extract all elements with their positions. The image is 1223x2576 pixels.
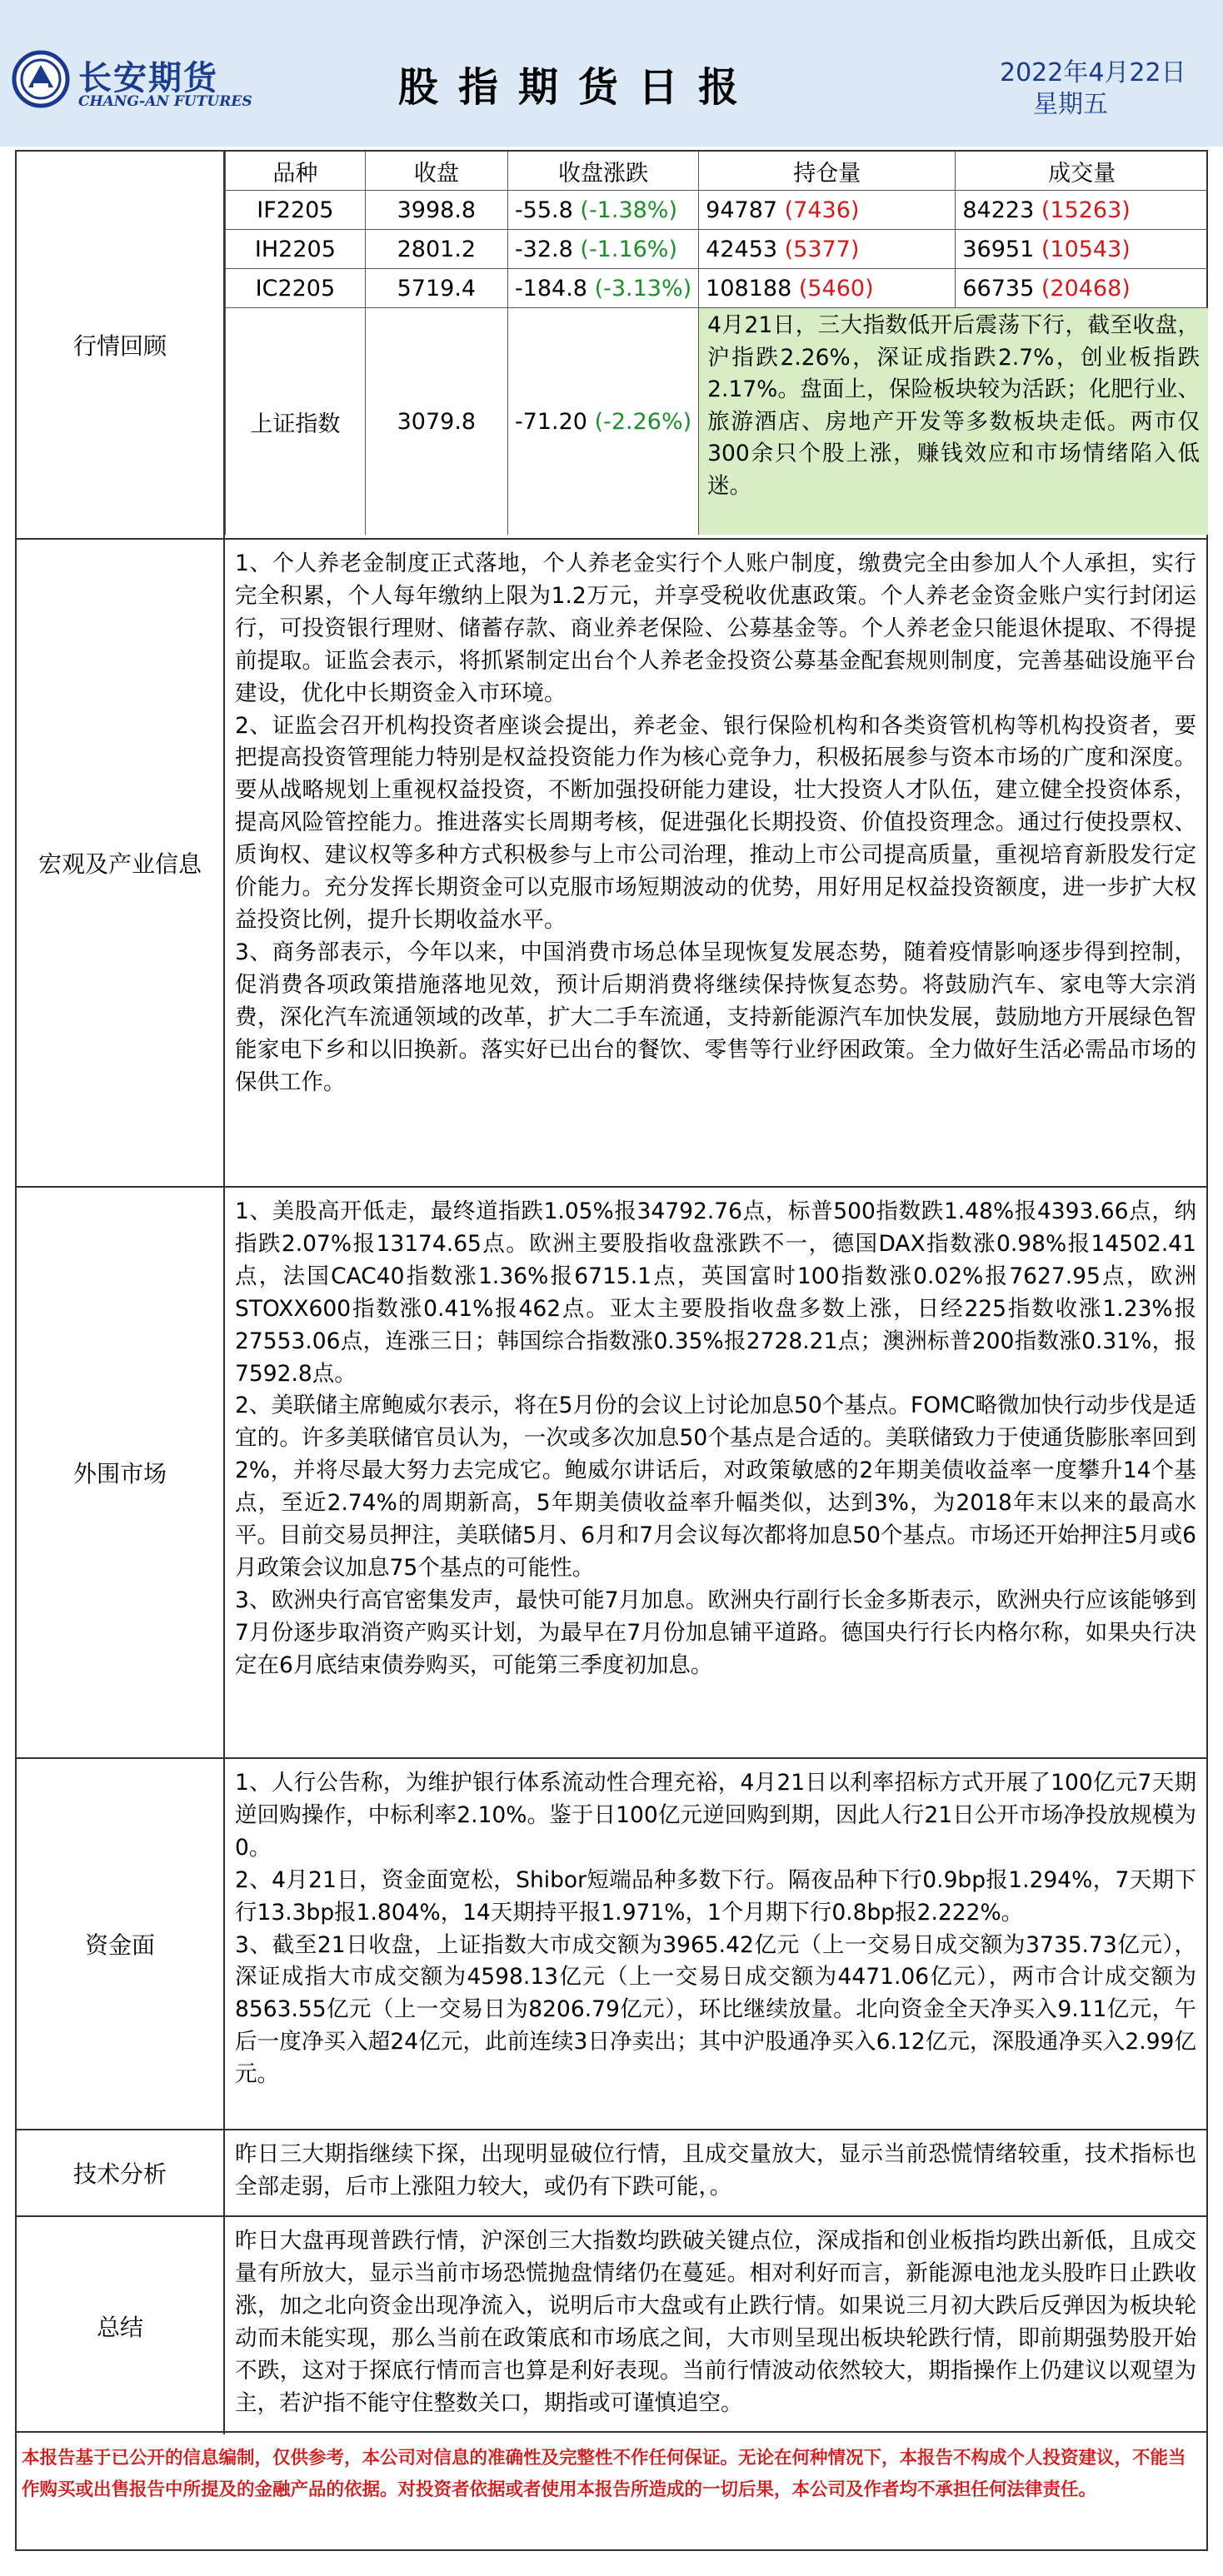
market-summary: 4月21日，三大指数低开后震荡下行，截至收盘，沪指跌2.26%，深证成指跌2.7%，创业板指跌2.17%。盘面上，保险板块较为活跃；化肥行业、旅游酒店、房地产开发等多数板块走低。两市仅300余只个股上涨，赚钱效应和市场情绪陷入低迷。 [699,308,1208,536]
change-percent: (-1.38%) [580,197,677,223]
paragraph: 1、人行公告称，为维护银行体系流动性合理充裕，4月21日以利率招标方式开展了100亿元7天期逆回购操作，中标利率2.10%。鉴于日100亿元逆回购到期，因此人行21日公开市场净投放规模为0。 [235,1770,1196,1861]
column-header: 收盘涨跌 [507,152,698,191]
index-name: 上证指数 [226,308,366,536]
table-row [226,230,1209,269]
change-value: -32.8 [514,236,573,262]
report-title: 股指期货日报 [398,64,759,111]
volume-value: 84223 [962,197,1035,223]
column-header: 成交量 [956,152,1208,191]
close-change [507,230,698,269]
table-header-row [226,152,1209,191]
section-body [225,1759,1206,2129]
index-close: 3079.8 [365,308,507,536]
contract-name: IF2205 [226,191,366,230]
section-market-review [17,152,1206,538]
market-table [225,152,1208,535]
volume-change: (15263) [1041,197,1131,223]
paragraph: 3、商务部表示，今年以来，中国消费市场总体呈现恢复发展态势，随着疫情影响逐步得到控制，促消费各项政策措施落地见效，预计后期消费将继续保持恢复态势。将鼓励汽车、家电等大宗消费，深化汽车流通领域的改革，扩大二手车流通，支持新能源汽车加快发展，鼓励地方开展绿色智能家电下乡和以旧换新。落实好已出台的餐饮、零售等行业纾困政策。全力做好生活必需品市场的保供工作。 [235,939,1196,1095]
oi-value: 94787 [706,197,778,223]
index-row [226,308,1209,536]
volume-change: (20468) [1041,275,1131,301]
paragraph: 昨日三大期指继续下探，出现明显破位行情，且成交量放大，显示当前恐慌情绪较重，技术指标也全部走弱，后市上涨阻力较大，或仍有下跌可能，。 [235,2141,1196,2200]
oi-change: (5377) [784,236,860,262]
column-header: 收盘 [365,152,507,191]
close-change [507,191,698,230]
section-macro-industry [17,538,1206,1186]
section-body [225,2130,1206,2215]
paragraph: 2、证监会召开机构投资者座谈会提出，养老金、银行保险机构和各类资管机构等机构投资者，要把提高投资管理能力特别是权益投资能力作为核心竞争力，积极拓展参与资本市场的广度和深度。要从战略规划上重视权益投资，不断加强投研能力建设，壮大投资人才队伍，建立健全投资体系，提高风险管控能力。推进落实长周期考核，促进强化长期投资、价值投资理念。通过行使投票权、质询权、建议权等多种方式积极参与上市公司治理，推动上市公司提高质量，重视培育新股发行定价能力。充分发挥长期资金可以克服市场短期波动的优势，用好用足权益投资额度，进一步扩大权益投资比例，提升长期收益水平。 [235,712,1196,933]
open-interest [699,191,956,230]
report-date: 2022年4月22日 [1000,58,1186,87]
report-weekday: 星期五 [1033,90,1108,119]
index-change [507,308,698,536]
close-change [507,269,698,308]
section-body [225,1188,1206,1757]
section-technical-analysis [17,2129,1206,2215]
contract-name: IH2205 [226,230,366,269]
section-conclusion [17,2215,1206,2434]
change-percent: (-3.13%) [594,275,692,301]
paragraph: 昨日大盘再现普跌行情，沪深创三大指数均跌破关键点位，深成指和创业板指均跌出新低，且成交量有所放大，显示当前市场恐慌抛盘情绪仍在蔓延。相对利好而言，新能源电池龙头股昨日止跌收涨，加之北向资金出现净流入，说明后市大盘或有止跌行情。如果说三月初大跌后反弹因为板块轮动而未能实现，那么当前在政策底和市场底之间，大市则呈现出板块轮跌行情，即前期强势股开始不跌，这对于探底行情而言也算是利好表现。当前行情波动依然较大，期指操作上仍建议以观望为主，若沪指不能守住整数关口，期指或可谨慎追空。 [235,2228,1196,2416]
section-overseas-market [17,1186,1206,1757]
oi-change: (5460) [798,275,874,301]
paragraph: 1、美股高开低走，最终道指跌1.05%报34792.76点，标普500指数跌1.48%报4393.66点，纳指跌2.07%报13174.65点。欧洲主要股指收盘涨跌不一，德国DAX指数涨0.98%报14502.41点，法国CAC40指数涨1.36%报6715.1点，英国富时100指数涨0.02%报7627.95点，欧洲STOXX600指数涨0.41%报462点。亚太主要股指收盘多数上涨，日经225指数收涨1.23%报27553.06点，连涨三日；韩国综合指数涨0.35%报2728.21点；澳洲标普200指数涨0.31%，报7592.8点。 [235,1198,1196,1387]
volume [956,191,1208,230]
logo-chinese-name: 长安期货 [78,59,218,97]
change-value: -55.8 [514,197,573,223]
column-header: 品种 [226,152,366,191]
index-change-value: -71.20 [514,408,587,435]
paragraph: 3、欧洲央行高官密集发声，最快可能7月加息。欧洲央行副行长金多斯表示，欧洲央行应该能够到7月份逐步取消资产购买计划，为最早在7月份加息铺平道路。德国央行行长内格尔称，如果央行决定在6月底结束债券购买，可能第三季度初加息。 [235,1587,1196,1678]
open-interest [699,269,956,308]
contract-name: IC2205 [226,269,366,308]
index-change-percent: (-2.26%) [594,408,692,435]
section-label: 宏观及产业信息 [17,540,225,1186]
open-interest [699,230,956,269]
changan-logo-icon [12,50,70,108]
volume-value: 36951 [962,236,1035,262]
table-row [226,191,1209,230]
paragraph: 3、截至21日收盘，上证指数大市成交额为3965.42亿元（上一交易日成交额为3735.73亿元），深证成指大市成交额为4598.13亿元（上一交易日成交额为4471.06亿元），两市合计成交额为8563.55亿元（上一交易日为8206.79亿元），环比继续放量。北向资金全天净买入9.11亿元，午后一度净买入超24亿元，此前连续3日净卖出；其中沪股通净买入6.12亿元，深股通净买入2.99亿元。 [235,1931,1196,2088]
paragraph: 2、4月21日，资金面宽松，Shibor短端品种多数下行。隔夜品种下行0.9bp报1.294%，7天期下行13.3bp报1.804%，14天期持平报1.971%，1个月期下行0.8bp报2.222%。 [235,1866,1196,1926]
close-price: 3998.8 [365,191,507,230]
section-label: 总结 [17,2217,225,2434]
paragraph: 1、个人养老金制度正式落地，个人养老金实行个人账户制度，缴费完全由参加人个人承担，实行完全积累，个人每年缴纳上限为1.2万元，并享受税收优惠政策。个人养老金资金账户实行封闭运行，可投资银行理财、储蓄存款、商业养老保险、公募基金等。个人养老金只能退休提取、不得提前提取。证监会表示，将抓紧制定出台个人养老金投资公募基金配套规则制度，完善基础设施平台建设，优化中长期资金入市环境。 [235,551,1196,706]
volume-value: 66735 [962,275,1035,301]
oi-change: (7436) [784,197,860,223]
disclaimer: 本报告基于已公开的信息编制，仅供参考，本公司对信息的准确性及完整性不作任何保证。无论在何种情况下，本报告不构成个人投资建议，不能当作购买或出售报告中所提及的金融产品的依据。对投资者依据或者使用本报告所造成的一切后果，本公司及作者均不承担任何法律责任。 [17,2431,1206,2549]
oi-value: 108188 [706,275,792,301]
section-label: 技术分析 [17,2130,225,2215]
close-price: 2801.2 [365,230,507,269]
report-header [0,0,1223,147]
volume [956,269,1208,308]
section-body [225,540,1206,1186]
paragraph: 2、美联储主席鲍威尔表示，将在5月份的会议上讨论加息50个基点。FOMC略微加快行动步伐是适宜的。许多美联储官员认为，一次或多次加息50个基点是合适的。美联储致力于使通货膨胀率回到2%，并将尽最大努力去完成它。鲍威尔讲话后，对政策敏感的2年期美债收益率一度攀升14个基点，至近2.74%的周期新高，5年期美债收益率升幅类似，达到3%，为2018年末以来的最高水平。目前交易员押注，美联储5月、6月和7月会议每次都将加息50个基点。市场还开始押注5月或6月政策会议加息75个基点的可能性。 [235,1393,1196,1581]
oi-value: 42453 [706,236,778,262]
change-percent: (-1.16%) [580,236,677,262]
column-header: 持仓量 [699,152,956,191]
logo-english-name: CHANG-AN FUTURES [78,93,252,110]
volume [956,230,1208,269]
section-body [225,2217,1206,2434]
volume-change: (10543) [1041,236,1131,262]
change-value: -184.8 [514,275,587,301]
section-label: 行情回顾 [17,152,225,538]
close-price: 5719.4 [365,269,507,308]
section-funds [17,1757,1206,2129]
section-label: 外围市场 [17,1188,225,1757]
section-label: 资金面 [17,1759,225,2129]
table-row [226,269,1209,308]
report-grid [15,150,1208,2551]
